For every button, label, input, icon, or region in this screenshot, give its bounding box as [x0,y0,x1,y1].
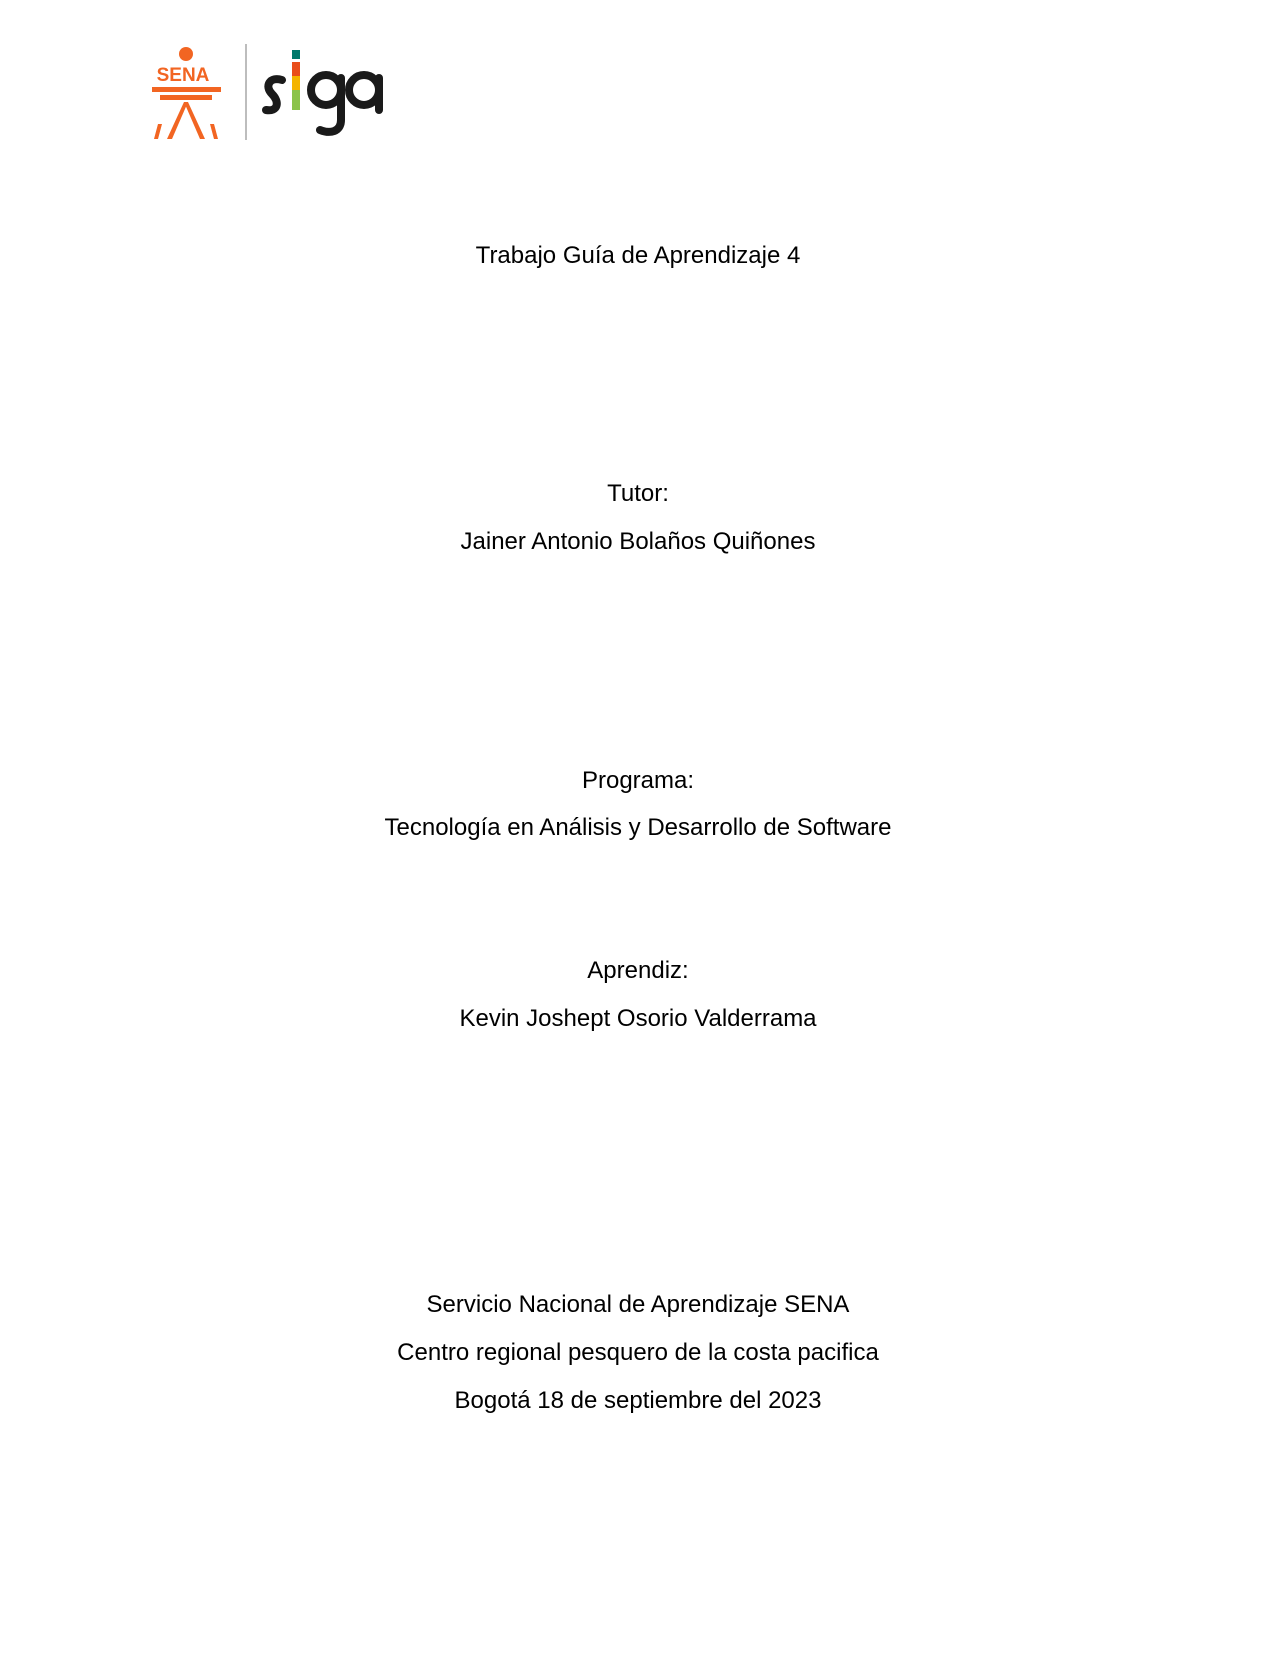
document-title: Trabajo Guía de Aprendizaje 4 [475,242,801,269]
place-date: Bogotá 18 de septiembre del 2023 [454,1387,822,1414]
siga-logo [266,50,379,132]
logo-divider [245,44,247,140]
sena-logo [152,47,221,139]
header-logos [150,42,390,144]
program-heading: Programa: [581,767,695,794]
tutor-heading: Tutor: [607,480,669,507]
program-name: Tecnología en Análisis y Desarrollo de Software [384,814,892,841]
sena-siga-logo [150,42,390,144]
tutor-name: Jainer Antonio Bolaños Quiñones [460,528,816,555]
apprentice-name: Kevin Joshept Osorio Valderrama [459,1005,817,1032]
svg-text:SENA: SENA [156,65,210,86]
center-name: Centro regional pesquero de la costa pacifica [397,1339,879,1366]
apprentice-heading: Aprendiz: [587,957,689,984]
institution-name: Servicio Nacional de Aprendizaje SENA [426,1291,850,1318]
